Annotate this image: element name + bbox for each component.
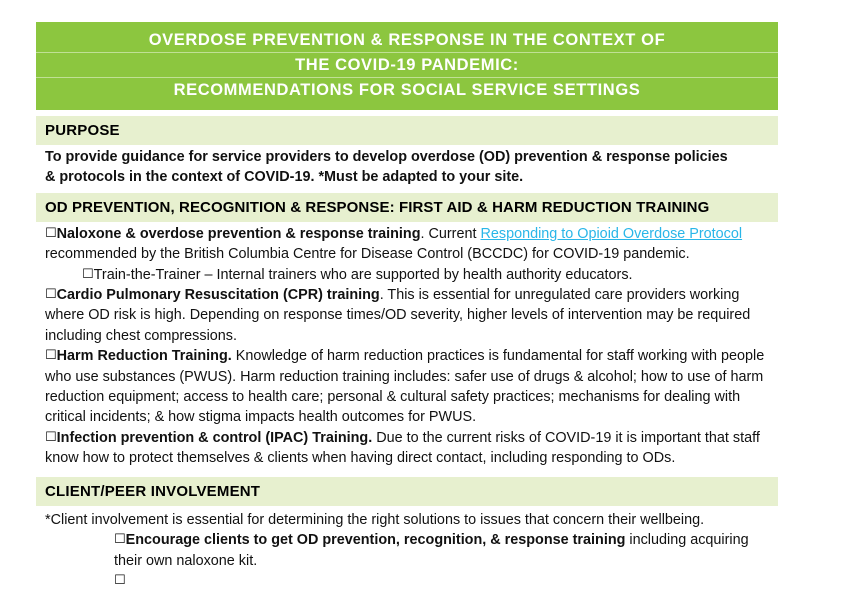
client-peer-body	[36, 506, 778, 588]
item-cpr-lead: Cardio Pulmonary Resuscitation (CPR) training	[56, 287, 380, 304]
item-harm-reduction-lead: Harm Reduction Training.	[56, 348, 232, 365]
item-next-clipped	[45, 571, 776, 588]
title-line-1: OVERDOSE PREVENTION & RESPONSE IN THE CONTEXT OF	[36, 28, 778, 53]
checkbox-icon[interactable]: ☐	[45, 429, 57, 445]
item-naloxone-text-after-link: recommended by the British Columbia Centre for Disease Control (BCCDC) for COVID-19 pandemic.	[45, 246, 690, 263]
checkbox-icon[interactable]: ☐	[45, 225, 57, 241]
item-cpr-rest: . This is essential for unregulated care providers working where OD risk is high. Depending on response times/OD severity, higher levels of intervention may be required including chest compressions.	[45, 287, 751, 344]
title-line-3: RECOMMENDATIONS FOR SOCIAL SERVICE SETTINGS	[173, 81, 641, 99]
section-heading-client-peer-involvement: CLIENT/PEER INVOLVEMENT	[36, 477, 778, 506]
purpose-line-2: & protocols in the context of COVID-19. *Must be adapted to your site.	[45, 169, 524, 186]
purpose-body	[36, 145, 778, 190]
title-line-2: THE COVID-19 PANDEMIC:	[36, 53, 778, 78]
item-ipac-lead: Infection prevention & control (IPAC) Training.	[56, 429, 373, 446]
document-title-banner	[36, 22, 778, 110]
checkbox-icon[interactable]: ☐	[114, 572, 126, 588]
item-encourage-rest: including acquiring their own naloxone kit.	[114, 532, 749, 569]
section-heading-od-prevention: OD PREVENTION, RECOGNITION & RESPONSE: FIRST AID & HARM REDUCTION TRAINING	[36, 193, 778, 222]
checkbox-icon[interactable]: ☐	[114, 532, 126, 548]
checkbox-icon[interactable]: ☐	[45, 287, 57, 303]
client-involvement-intro: *Client involvement is essential for determining the right solutions to issues that concern their wellbeing.	[45, 511, 705, 528]
section-heading-purpose: PURPOSE	[36, 116, 778, 145]
responding-to-opioid-overdose-protocol-link[interactable]: Responding to Opioid Overdose Protocol	[480, 225, 743, 242]
item-naloxone-training	[45, 224, 776, 265]
item-naloxone-lead: Naloxone & overdose prevention & response training	[56, 225, 421, 242]
item-cpr-training	[45, 285, 776, 346]
item-ipac-training	[45, 428, 776, 469]
item-harm-reduction-rest: Knowledge of harm reduction practices is fundamental for staff working with people who use substances (PWUS). Harm reduction training includes: safer use of drugs & alcohol; how to use of harm reduction equipment; access to health care; personal & cultural safety practices; mechanisms for dealing with critical incidents; & how stigma impacts health outcomes for PWUS.	[45, 348, 765, 426]
item-train-the-trainer	[45, 265, 776, 285]
document-body	[36, 22, 778, 588]
item-harm-reduction-training	[45, 346, 776, 428]
od-prevention-body	[36, 222, 778, 471]
item-naloxone-text-before-link: . Current	[420, 225, 481, 242]
item-encourage-clients	[45, 530, 776, 571]
purpose-line-1: To provide guidance for service providers to develop overdose (OD) prevention & response policies	[45, 149, 728, 165]
checkbox-icon[interactable]: ☐	[82, 266, 94, 282]
item-train-the-trainer-text: Train-the-Trainer – Internal trainers who are supported by health authority educators.	[93, 266, 633, 283]
item-ipac-rest: Due to the current risks of COVID-19 it is important that staff know how to protect themselves & clients when having direct contact, including responding to ODs.	[45, 429, 760, 467]
item-encourage-lead: Encourage clients to get OD prevention, recognition, & response training	[125, 532, 626, 549]
checkbox-icon[interactable]: ☐	[45, 348, 57, 364]
